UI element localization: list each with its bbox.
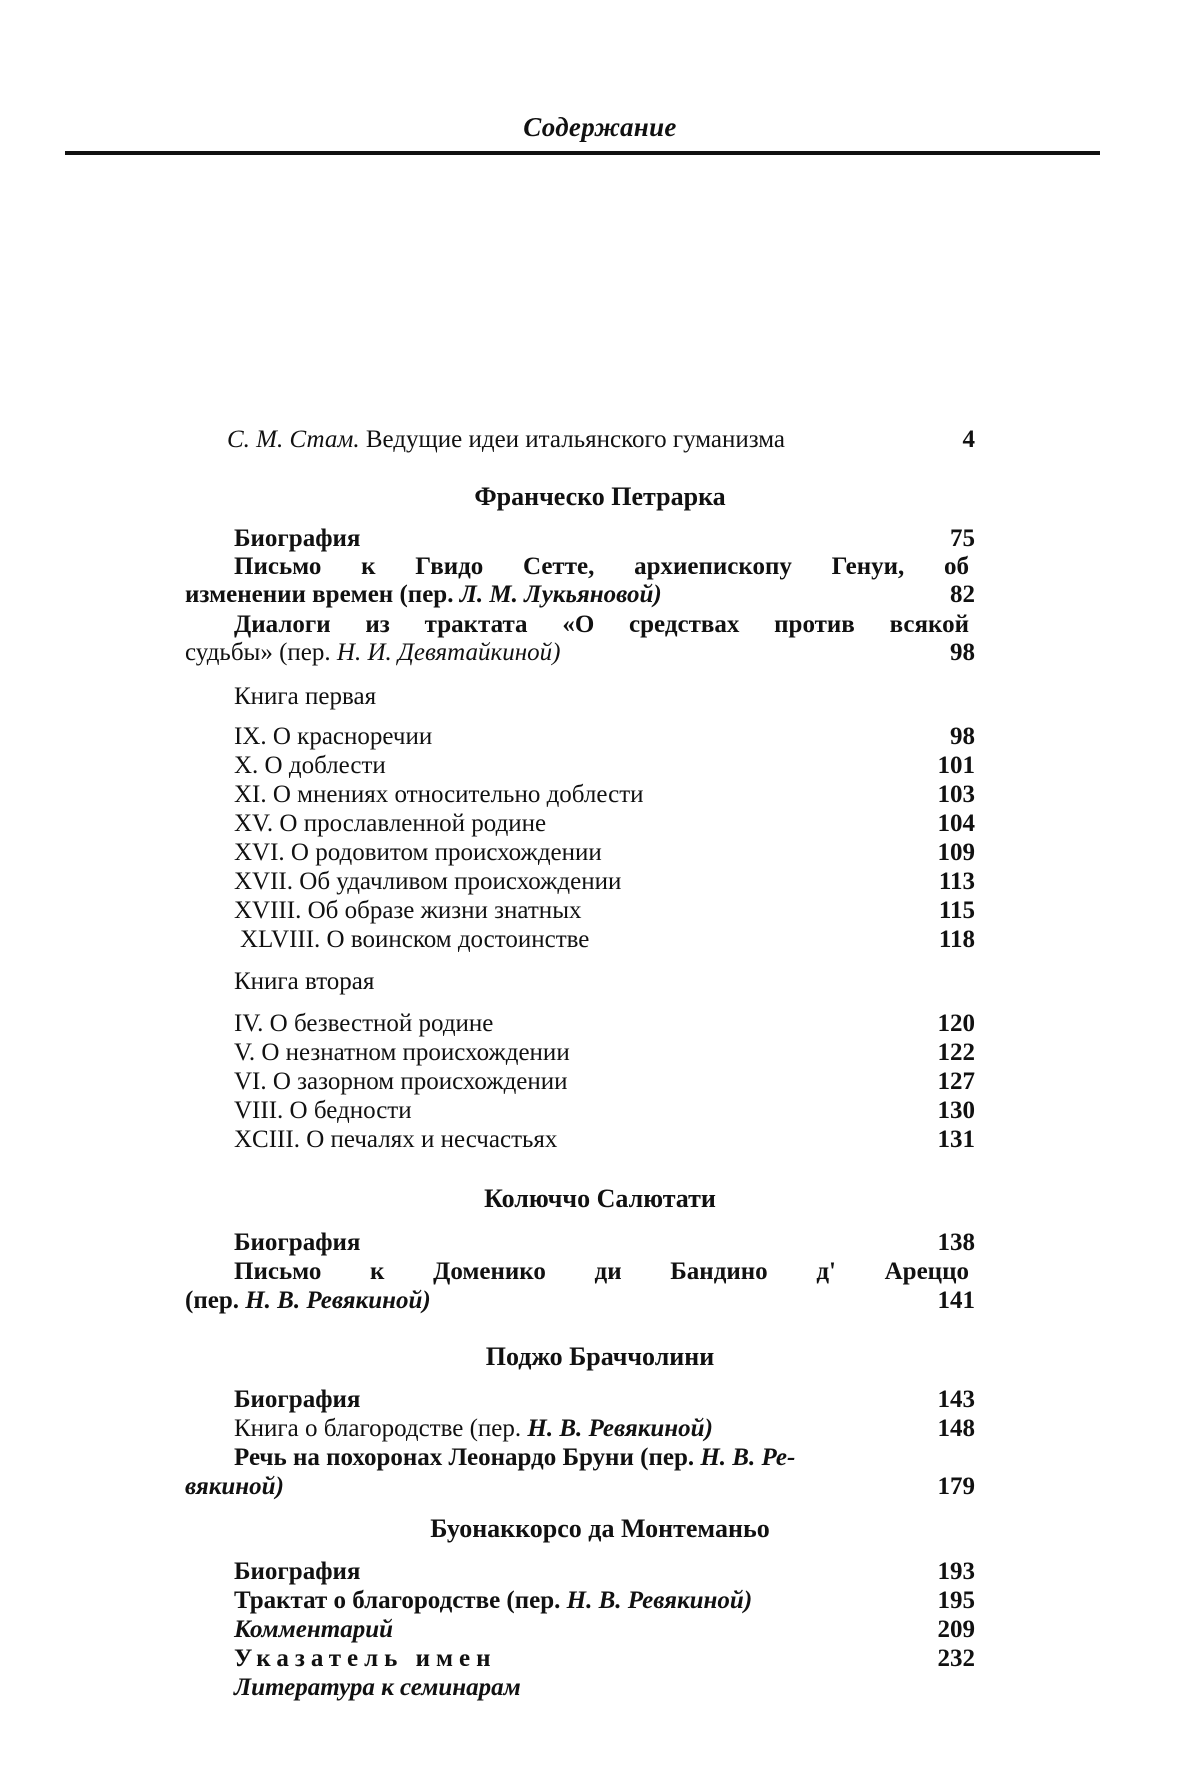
page-number: 101 — [937, 752, 975, 779]
toc-entry-book-one-item[interactable]: IX. О красноречии 98 — [234, 723, 975, 750]
page-number: 115 — [938, 897, 975, 924]
section-heading-buonaccorso: Буонаккорсо да Монтеманьо — [430, 1514, 770, 1543]
toc-entry-buonaccorso-biography[interactable]: Биография 193 — [234, 1558, 975, 1585]
toc-entry-salutati-letter-line2[interactable]: (пер. Н. В. Ревякиной) 141 — [185, 1287, 975, 1314]
page-number: 113 — [938, 868, 975, 895]
toc-entry-petrarch-biography[interactable]: Биография 75 — [234, 525, 975, 552]
toc-entry-salutati-letter-line1[interactable]: Письмо к Доменико ди Бандино д' Ареццо — [234, 1258, 969, 1285]
running-head: Содержание — [523, 112, 677, 142]
toc-entry-book-one-item[interactable]: XI. О мнениях относительно доблести 103 — [234, 781, 975, 808]
page-number: 4 — [962, 426, 975, 453]
page-number: 232 — [937, 1645, 975, 1672]
book-two-label: Книга вторая — [234, 968, 375, 995]
page-number: 138 — [937, 1229, 975, 1256]
toc-entry-book-one-item[interactable]: X. О доблести 101 — [234, 752, 975, 779]
toc-entry-poggio-biography[interactable]: Биография 143 — [234, 1386, 975, 1413]
toc-entry-poggio-speech-line2[interactable]: вякиной) 179 — [185, 1473, 975, 1500]
section-heading-salutati: Колюччо Салютати — [484, 1184, 716, 1213]
translator-name: Н. И. Девятайкиной) — [336, 639, 561, 666]
page-number: 195 — [937, 1587, 975, 1614]
toc-entry-buonaccorso-treatise[interactable]: Трактат о благородстве (пер. Н. В. Ревякиной) 195 — [234, 1587, 975, 1614]
page-number: 193 — [937, 1558, 975, 1585]
page-number: 179 — [937, 1473, 975, 1500]
translator-name: Н. В. Ревякиной) — [245, 1287, 431, 1314]
toc-entry-petrarch-dialogues-line2[interactable]: судьбы» (пер. Н. И. Девятайкиной) 98 — [185, 639, 975, 666]
toc-entry-intro[interactable] — [185, 425, 975, 455]
page-number: 143 — [937, 1386, 975, 1413]
page-number: 104 — [937, 810, 975, 837]
page-number: 98 — [950, 639, 975, 666]
toc-entry-book-two-item[interactable]: IV. О безвестной родине 120 — [234, 1010, 975, 1037]
toc-entry-book-two-item[interactable]: V. О незнатном происхождении 122 — [234, 1039, 975, 1066]
toc-entry-commentary[interactable]: Комментарий 209 — [234, 1616, 975, 1643]
intro-title: Ведущие идеи итальянского гуманизма — [365, 426, 786, 453]
toc-entry-name-index[interactable]: Указатель имен 232 — [234, 1645, 975, 1672]
toc-entry-book-one-item[interactable]: XVI. О родовитом происхождении 109 — [234, 839, 975, 866]
toc-entry-seminar-literature[interactable]: Литература к семинарам — [234, 1674, 521, 1701]
page-number: 109 — [937, 839, 975, 866]
toc-entry-petrarch-letter-line2[interactable]: изменении времен (пер. Л. М. Лукьяновой) 82 — [185, 581, 975, 608]
page-number: 103 — [937, 781, 975, 808]
toc-entry-book-one-item[interactable]: XV. О прославленной родине 104 — [234, 810, 975, 837]
section-heading-poggio: Поджо Браччолини — [485, 1342, 715, 1371]
page-number: 98 — [950, 723, 975, 750]
page-number: 130 — [937, 1097, 975, 1124]
intro-author: С. М. Стам. — [227, 426, 360, 453]
page-number: 82 — [950, 581, 975, 608]
page-number: 148 — [937, 1415, 975, 1442]
page-number: 141 — [937, 1287, 975, 1314]
page-number: 118 — [938, 926, 975, 953]
toc-entry-book-two-item[interactable]: XCIII. О печалях и несчастьях 131 — [234, 1126, 975, 1153]
toc-entry-book-one-item[interactable]: XLVIII. О воинском достоинстве 118 — [240, 926, 975, 953]
page-number: 75 — [950, 525, 975, 552]
page-number: 122 — [937, 1039, 975, 1066]
toc-entry-book-two-item[interactable]: VI. О зазорном происхождении 127 — [234, 1068, 975, 1095]
toc-entry-petrarch-dialogues-line1[interactable]: Диалоги из трактата «О средствах против всякой — [234, 611, 969, 638]
page-number: 209 — [937, 1616, 975, 1643]
toc-entry-poggio-book[interactable]: Книга о благородстве (пер. Н. В. Ревякиной) 148 — [234, 1415, 975, 1442]
toc-entry-poggio-speech-line1[interactable]: Речь на похоронах Леонардо Бруни (пер. Н. В. Ре- — [234, 1444, 796, 1471]
page-number: 120 — [937, 1010, 975, 1037]
translator-name: Н. В. Ревякиной) — [527, 1415, 713, 1442]
book-one-label: Книга первая — [234, 683, 377, 710]
section-heading-petrarch: Франческо Петрарка — [474, 482, 726, 511]
toc-entry-book-one-item[interactable]: XVIII. Об образе жизни знатных 115 — [234, 897, 975, 924]
toc-entry-petrarch-letter-line1[interactable]: Письмо к Гвидо Сетте, архиепископу Генуи, об — [234, 553, 969, 580]
toc-entry-book-one-item[interactable]: XVII. Об удачливом происхождении 113 — [234, 868, 975, 895]
page-number: 131 — [937, 1126, 975, 1153]
page-number: 127 — [937, 1068, 975, 1095]
translator-name: Н. В. Ре- — [700, 1444, 796, 1471]
translator-name: Л. М. Лукьяновой) — [459, 581, 662, 608]
translator-name: Н. В. Ревякиной) — [566, 1587, 753, 1614]
toc-entry-salutati-biography[interactable]: Биография 138 — [234, 1229, 975, 1256]
toc-entry-book-two-item[interactable]: VIII. О бедности 130 — [234, 1097, 975, 1124]
